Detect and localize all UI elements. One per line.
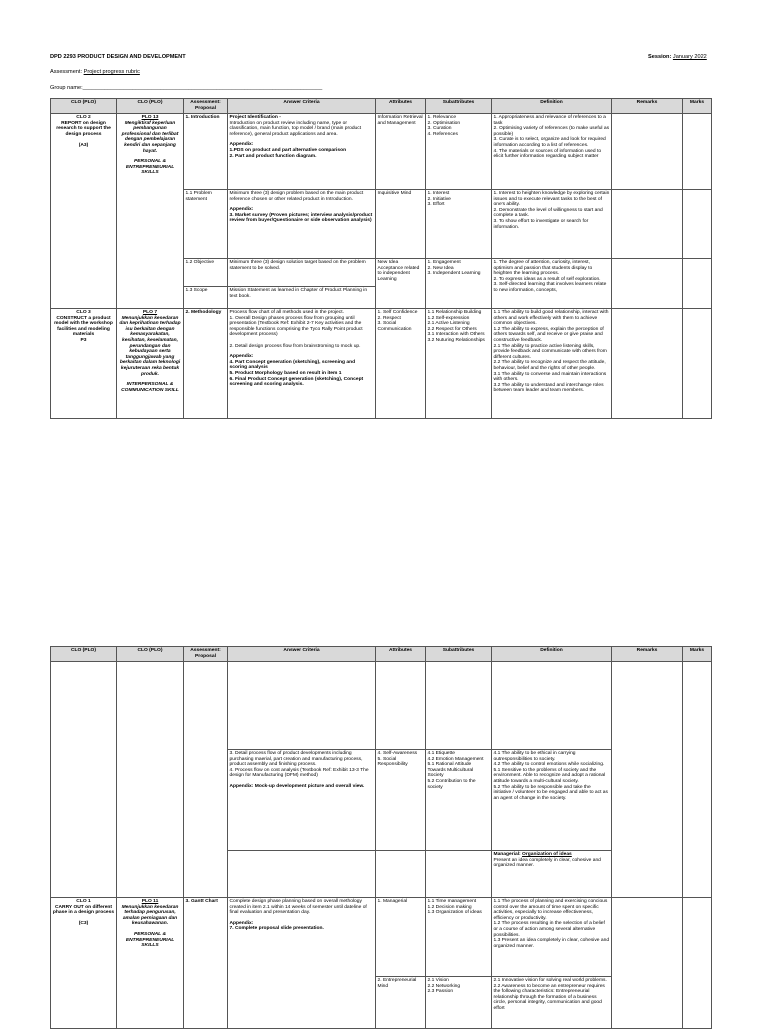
attribute-cell: 1. Managerial bbox=[376, 898, 426, 977]
col-header: CLO (PLO) bbox=[51, 99, 117, 114]
marks-cell[interactable] bbox=[683, 662, 712, 898]
subattribute-cell: 1. Engagement 2. New Idea 3. Independent Learning bbox=[426, 259, 492, 309]
assessment-cell: 3. Gantt Chart bbox=[184, 898, 228, 1029]
col-header: Subattributes bbox=[426, 99, 492, 114]
group-line: _____________________________________________________________________________ bbox=[82, 85, 323, 91]
plo-skill: INTERPERSONAL & COMMUNICATION SKILL bbox=[121, 382, 179, 393]
clo-cell: CLO 1 CARRY OUT on different phase in a design process (C3) bbox=[51, 898, 117, 1029]
criteria-text: Process flow chart of all methods used in the project. 1. Overall Design phases process flow from grouping until presentation (Textbook Ref: Exhibit 2-7 Key activities and the responsible functions comprising the Tyco Rally Point product development process) 2. Detail design process flow from brainstroming to mock up. bbox=[229, 310, 363, 349]
criteria-appendix: Appendix: 4. Part Concept generation (sketching), screening and scoring analysis 5. Product Morphology based on result in item 1 6. Final Product Concept generation (sketching), Concept screening and scoring analysis. bbox=[229, 354, 364, 388]
col-header: Answer Criteria bbox=[228, 647, 376, 662]
table-row bbox=[51, 662, 712, 750]
subattribute-cell: 2.1 Vision 2.2 Networking 2.3 Passion bbox=[426, 977, 492, 1029]
plo-cell bbox=[117, 898, 184, 1029]
assessment-cell bbox=[184, 662, 228, 898]
attribute-cell: New Idea Acceptance related to independent Learning bbox=[376, 259, 426, 309]
criteria-appendix: Appendix: Mock-up development picture and overall view. bbox=[229, 783, 365, 789]
plo-title: PLO 7 bbox=[142, 310, 158, 315]
table-row bbox=[51, 898, 712, 977]
session-label: Session: bbox=[648, 54, 672, 60]
subattribute-cell bbox=[426, 851, 492, 898]
group-label: Group name: bbox=[50, 85, 83, 91]
criteria-cell bbox=[228, 190, 376, 259]
col-header: Definition bbox=[492, 647, 612, 662]
criteria-cell bbox=[228, 309, 376, 419]
remarks-cell[interactable] bbox=[612, 309, 683, 419]
plo-title: PLO 11 bbox=[141, 899, 159, 904]
col-header: Marks bbox=[683, 647, 712, 662]
assessment-cell: 1.2 Objective bbox=[184, 259, 228, 287]
col-header: Attributes bbox=[376, 647, 426, 662]
managerial-title: Organization of ideas bbox=[522, 852, 572, 857]
definition-cell: 1. The degree of attention, curiosity, interest, optimism and passion that students display to heighten the learning process. 2. To express ideas as a result of self exploration. 3. Self-directed learning that involves learners relate to new information, concepts, bbox=[492, 259, 612, 309]
clo-cell: CLO 2 REPORT on design research to support the design process (A3) bbox=[51, 114, 117, 309]
managerial-text: Present an idea completely in clear, cohesive and organized manner. bbox=[493, 857, 601, 869]
definition-cell bbox=[492, 851, 612, 898]
subattribute-cell: 1. Relevance 2. Optimisation 3. Curation 4. References bbox=[426, 114, 492, 190]
col-header: Subattributes bbox=[426, 647, 492, 662]
attribute-cell bbox=[376, 851, 426, 898]
plo-cell bbox=[117, 662, 184, 898]
session bbox=[648, 54, 707, 60]
criteria-cell: Mission Statement as learned in Chapter of Product Planning in text book. bbox=[228, 287, 376, 309]
table-header-row bbox=[51, 99, 712, 114]
assessment-cell: 2. Methodology bbox=[184, 309, 228, 419]
criteria-cell: Minimum three (3) design solution target based on the problem statement to be solved. bbox=[228, 259, 376, 287]
subattribute-cell bbox=[426, 662, 492, 750]
criteria-text: 3. Detail process flow of product developments including purchasing maerial, part creation and manufacturing process, product assembly and finishing process. 4. Process flow on cost analysis (Textbook Ref: Exhibit 13-3 The design for Manufacturing (DFM) method) bbox=[229, 751, 369, 779]
subattribute-cell: 1. Interest 2. Initiative 3. Effort bbox=[426, 190, 492, 259]
definition-cell: 1.1 The process of planning and exercising concious control over the amount of time spent on specific activities, especially to increase effectiveness, efficiency or productivity. 1.2 The process resulting in the selection of a belief or a course of action among several alternative possibilities. 1.3 Present an idea completely in clear, cohesive and organized manner. bbox=[492, 898, 612, 977]
criteria-cell bbox=[228, 662, 376, 750]
attribute-cell: Information Retrieval and Management bbox=[376, 114, 426, 190]
remarks-cell[interactable] bbox=[612, 259, 683, 309]
table-row bbox=[51, 309, 712, 419]
criteria-cell bbox=[228, 851, 376, 898]
plo-text: Menunjukkan kesedaran terhadap pengurusan, amalan perniagaan dan keusahawanan. bbox=[121, 904, 179, 927]
plo-skill: PERSONAL & ENTREPRENEURIAL SKILLS bbox=[125, 931, 175, 949]
remarks-cell[interactable] bbox=[612, 898, 683, 1029]
attribute-cell bbox=[376, 662, 426, 750]
assessment-cell: 1.3 Scope bbox=[184, 287, 228, 309]
marks-cell[interactable] bbox=[683, 114, 712, 190]
table-header-row bbox=[51, 647, 712, 662]
managerial-label: Managerial: bbox=[493, 852, 521, 857]
marks-cell[interactable] bbox=[683, 190, 712, 259]
rubric-table-2 bbox=[50, 646, 712, 1029]
attribute-cell: 4. Self-Awareness 5. Social Responsibility bbox=[376, 750, 426, 851]
definition-cell bbox=[492, 662, 612, 750]
criteria-title: Project Identification - bbox=[229, 115, 281, 120]
criteria-text: Introduction on product review including name, type or classification, main function, top model / brand (main product reference), general product applications and area. bbox=[229, 120, 362, 137]
course-title: DPD 2293 PRODUCT DESIGN AND DEVELOPMENT bbox=[50, 54, 186, 60]
marks-cell[interactable] bbox=[683, 898, 712, 1029]
col-header: CLO (PLO) bbox=[117, 99, 184, 114]
assessment-cell: 1.1 Problem statement bbox=[184, 190, 228, 259]
plo-text: Mengiktiraf keperluan pembangunan professional dan terlibat dengan pembelajaran kendiri dan sepanjang hayat. bbox=[121, 120, 179, 154]
criteria-text: Minimum three (3) design problem based on the main product reference chosen or other related product in Introduction. bbox=[229, 191, 364, 202]
subattribute-cell: 4.1 Etiquette 4.2 Emotion Management 5.1 Rational Attitude Towards Multicultural Society 5.2 Contribution to the society bbox=[426, 750, 492, 851]
plo-cell bbox=[117, 114, 184, 309]
marks-cell[interactable] bbox=[683, 309, 712, 419]
attribute-cell: Inquisitive Mind bbox=[376, 190, 426, 259]
group-name bbox=[50, 85, 322, 91]
criteria-cell bbox=[228, 750, 376, 851]
plo-text: Menunjukkan kesedaran dan keprihatinan terhadap isu berkaitan dengan kemasyarakatan, kesihatan, keselamatan, perundangan dan kebudayaan serta tanggungjawab yang berkaitan dalam teknologi kejuruteraan reka bentuk produk. bbox=[119, 315, 181, 377]
remarks-cell[interactable] bbox=[612, 662, 683, 898]
definition-cell: 1. Interest to heighten knowledge by exploring certain issues and to execute relevant tasks to the best of one's ability. 2. Demonstrate the level of willingness to start and complete a task. 3. To show effort to investigate or search for information. bbox=[492, 190, 612, 259]
rubric-table-1 bbox=[50, 98, 712, 419]
plo-skill: PERSONAL & ENTREPRENEURIAL SKILLS bbox=[125, 159, 175, 176]
marks-cell[interactable] bbox=[683, 259, 712, 309]
assessment-cell: 1. Introduction bbox=[184, 114, 228, 190]
criteria-appendix: Appendix: 1.PDS on product and part alternative comparison 2. Part and product function diagram. bbox=[229, 142, 347, 159]
attribute-cell: 2. Entrepreneurial Mind bbox=[376, 977, 426, 1029]
clo-cell: CLO 3 CONSTRUCT a product model with the workshop facilities and modeling materials P3 bbox=[51, 309, 117, 419]
col-header: CLO (PLO) bbox=[117, 647, 184, 662]
col-header: CLO (PLO) bbox=[51, 647, 117, 662]
assessment-value: Project progress rubric bbox=[83, 69, 140, 75]
plo-title: PLO 13 bbox=[141, 115, 159, 120]
definition-cell: 1.1 The ability to build good relationship, interact with others and work effectively with them to achieve common objectives. 1.2 The ability to express, explain the perception of others towards self, and receive or give praise and constructive feedback. 2.1 The ability to practice active listening skills, provide feedback and communicate with others from different cultures. 2.2 The ability to recognize and respect the attitude, behaviour, belief and the rights of other people. 3.1 The ability to converse and maintain interactions with others. 3.2 The ability to understand and interchange roles between team leader and team members. bbox=[492, 309, 612, 419]
assessment bbox=[50, 69, 140, 75]
definition-cell: 2.1 Innovative vision for solving real world problems. 2.2 Awareness to become an entrepreneur requires the following characteristics: Entrepreneurial relationship through the formation of a business circle, personal integrity, communication and good effort bbox=[492, 977, 612, 1029]
criteria-appendix: Appendix: 7. Complete proposal slide presentation. bbox=[229, 920, 324, 932]
criteria-cell bbox=[228, 114, 376, 190]
remarks-cell[interactable] bbox=[612, 114, 683, 190]
subattribute-cell: 1.1 Time management 1.2 Decision making 1.3 Organization of ideas bbox=[426, 898, 492, 977]
clo-cell bbox=[51, 662, 117, 898]
plo-cell bbox=[117, 309, 184, 419]
definition-cell: 1. Appropriateness and relevance of references to a task 2. Optimising variety of references (to make useful as possible) 3. Curate is to select, organize and look for required information according to a list of references. 4. The materials or sources of information used to elicit further information regarding subject matter bbox=[492, 114, 612, 190]
definition-cell: 4.1 The ability to be ethical in carrying outresponsibilities to society. 4.2 The ability to control emotions while socializing. 5.1 Sensitive to the problems of society and the environment. Able to recognize and adopt a rational attitude towards a multi-cultural society. 5.2 The ability to be responsible and take the initiative / volunteer to be engaged and able to act as an agent of change in the society. bbox=[492, 750, 612, 851]
attribute-cell: 1. Self Confidence 2. Respect 3. Social Communication bbox=[376, 309, 426, 419]
col-header: Assessment: Proposal bbox=[184, 99, 228, 114]
col-header: Assessment: Proposal bbox=[184, 647, 228, 662]
col-header: Answer Criteria bbox=[228, 99, 376, 114]
col-header: Attributes bbox=[376, 99, 426, 114]
session-value: January 2022 bbox=[672, 54, 707, 60]
subattribute-cell: 1.1 Relationship Building 1.2 Self-expression 2.1 Active Listening 2.2 Respect for Others 3.1 Interaction with Others 3.2 Nuturing Relationships bbox=[426, 309, 492, 419]
criteria-cell bbox=[228, 898, 376, 1029]
assessment-label: Assessment: bbox=[50, 69, 83, 75]
table-row bbox=[51, 114, 712, 190]
remarks-cell[interactable] bbox=[612, 190, 683, 259]
col-header: Definition bbox=[492, 99, 612, 114]
col-header: Marks bbox=[683, 99, 712, 114]
criteria-text: Complete design phase planning based on overall methology created in item 2.1 within 14 weeks of semester until dateline of final evaluation and presentation day. bbox=[229, 899, 367, 916]
col-header: Remarks bbox=[612, 99, 683, 114]
criteria-appendix: Appendix: 3. Market survey (Proven pictures; interview analysis/product review from buyer/Questionaire or side observation analysis) bbox=[229, 207, 373, 224]
col-header: Remarks bbox=[612, 647, 683, 662]
